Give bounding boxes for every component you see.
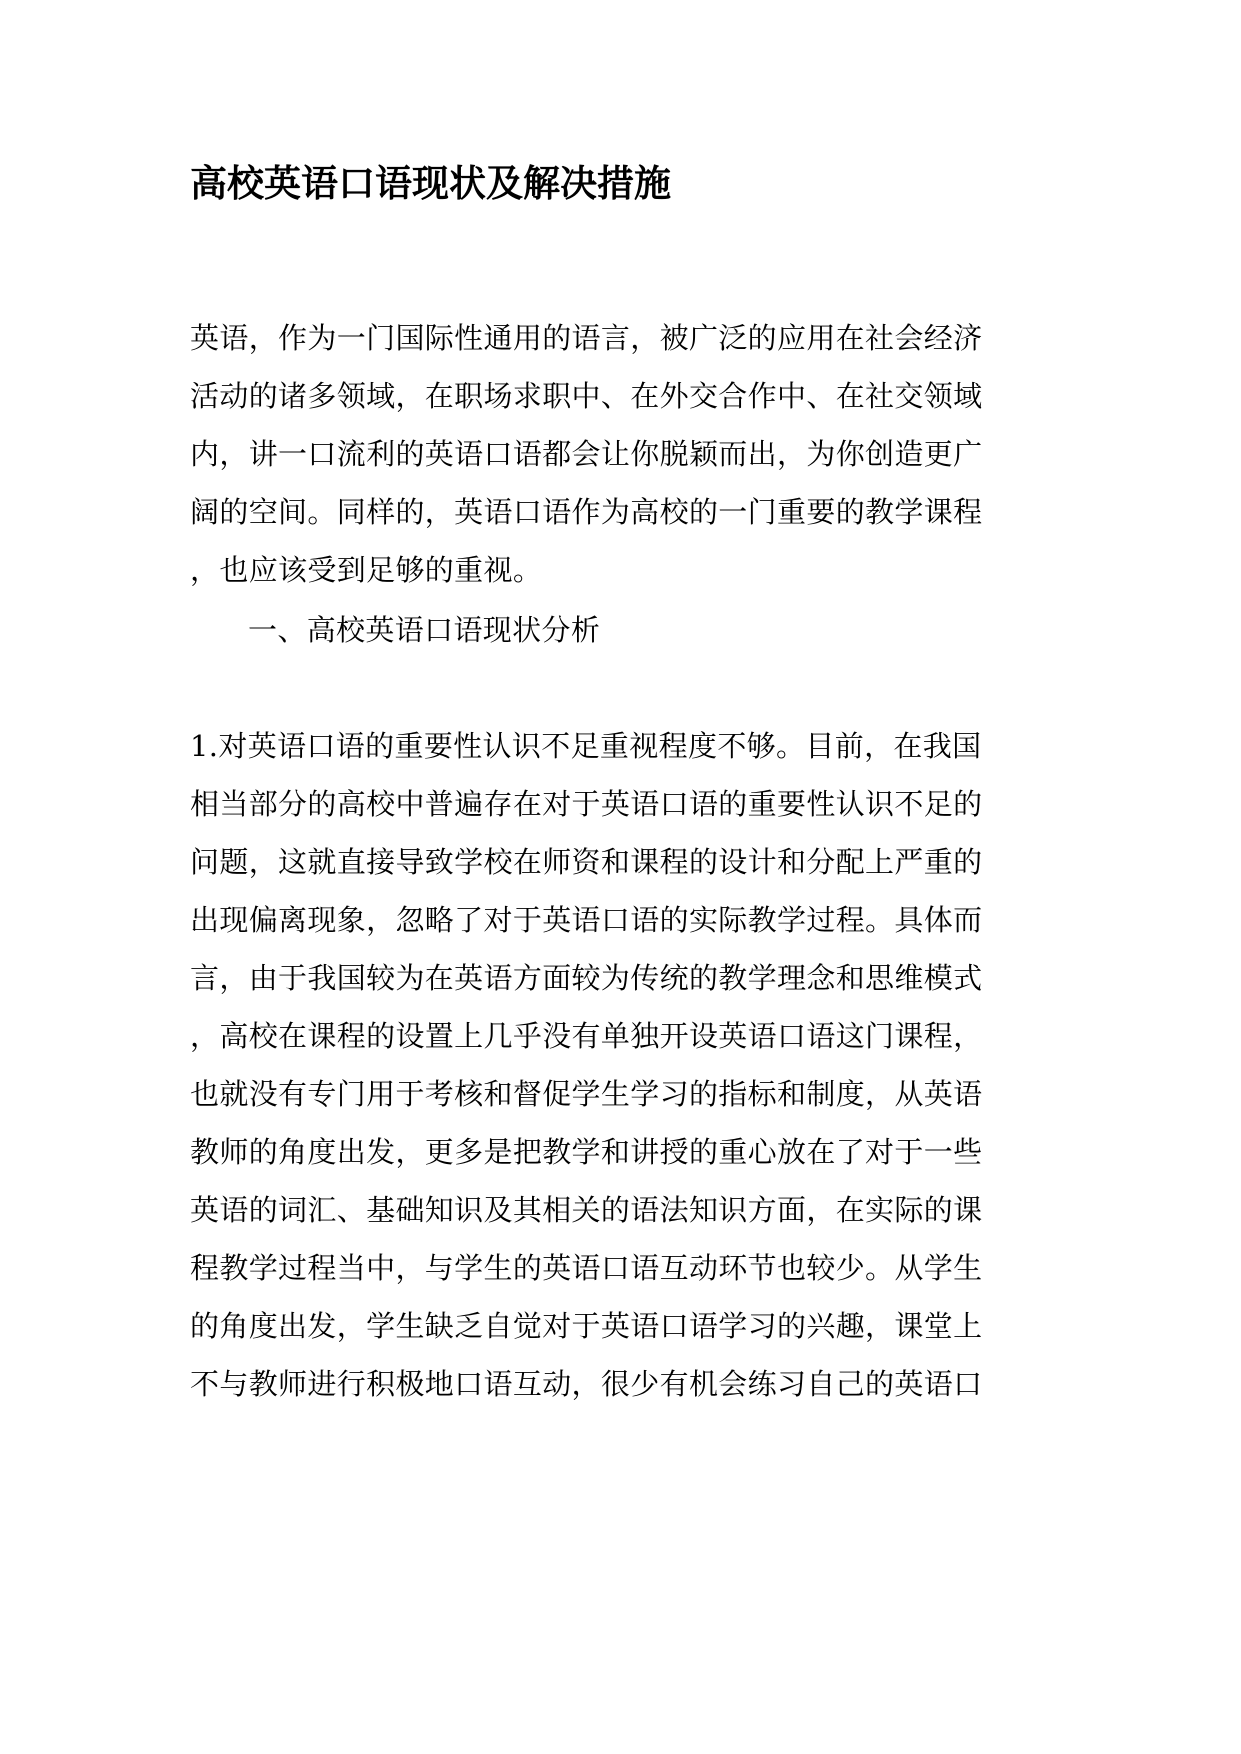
paragraph-line: 的角度出发，学生缺乏自觉对于英语口语学习的兴趣，课堂上 [190,1309,983,1343]
paragraph-line: 阔的空间。同样的，英语口语作为高校的一门重要的教学课程 [190,495,983,529]
paragraph-line: 出现偏离现象，忽略了对于英语口语的实际教学过程。具体而 [190,903,983,937]
paragraph-line: 活动的诸多领域，在职场求职中、在外交合作中、在社交领域 [190,379,983,413]
paragraph-line: 英语，作为一门国际性通用的语言，被广泛的应用在社会经济 [190,321,983,355]
paragraph-line: 相当部分的高校中普遍存在对于英语口语的重要性认识不足的 [190,787,983,821]
paragraph-line: 内，讲一口流利的英语口语都会让你脱颖而出，为你创造更广 [190,437,983,471]
paragraph-line: 也就没有专门用于考核和督促学生学习的指标和制度，从英语 [190,1077,983,1111]
paragraph-line: ，高校在课程的设置上几乎没有单独开设英语口语这门课程， [190,1019,983,1053]
section-heading: 一、高校英语口语现状分析 [248,613,601,647]
paragraph-line: 问题，这就直接导致学校在师资和课程的设计和分配上严重的 [190,845,983,879]
paragraph-line: 英语的词汇、基础知识及其相关的语法知识方面，在实际的课 [190,1193,983,1227]
paragraph-line: ，也应该受到足够的重视。 [190,553,543,587]
paragraph-line: 程教学过程当中，与学生的英语口语互动环节也较少。从学生 [190,1251,983,1285]
paragraph-line: 不与教师进行积极地口语互动，很少有机会练习自己的英语口 [190,1367,983,1401]
document-title: 高校英语口语现状及解决措施 [190,161,671,205]
paragraph-line: 教师的角度出发，更多是把教学和讲授的重心放在了对于一些 [190,1135,983,1169]
paragraph-line: 1.对英语口语的重要性认识不足重视程度不够。目前，在我国 [190,729,982,763]
paragraph-line: 言，由于我国较为在英语方面较为传统的教学理念和思维模式 [190,961,983,995]
